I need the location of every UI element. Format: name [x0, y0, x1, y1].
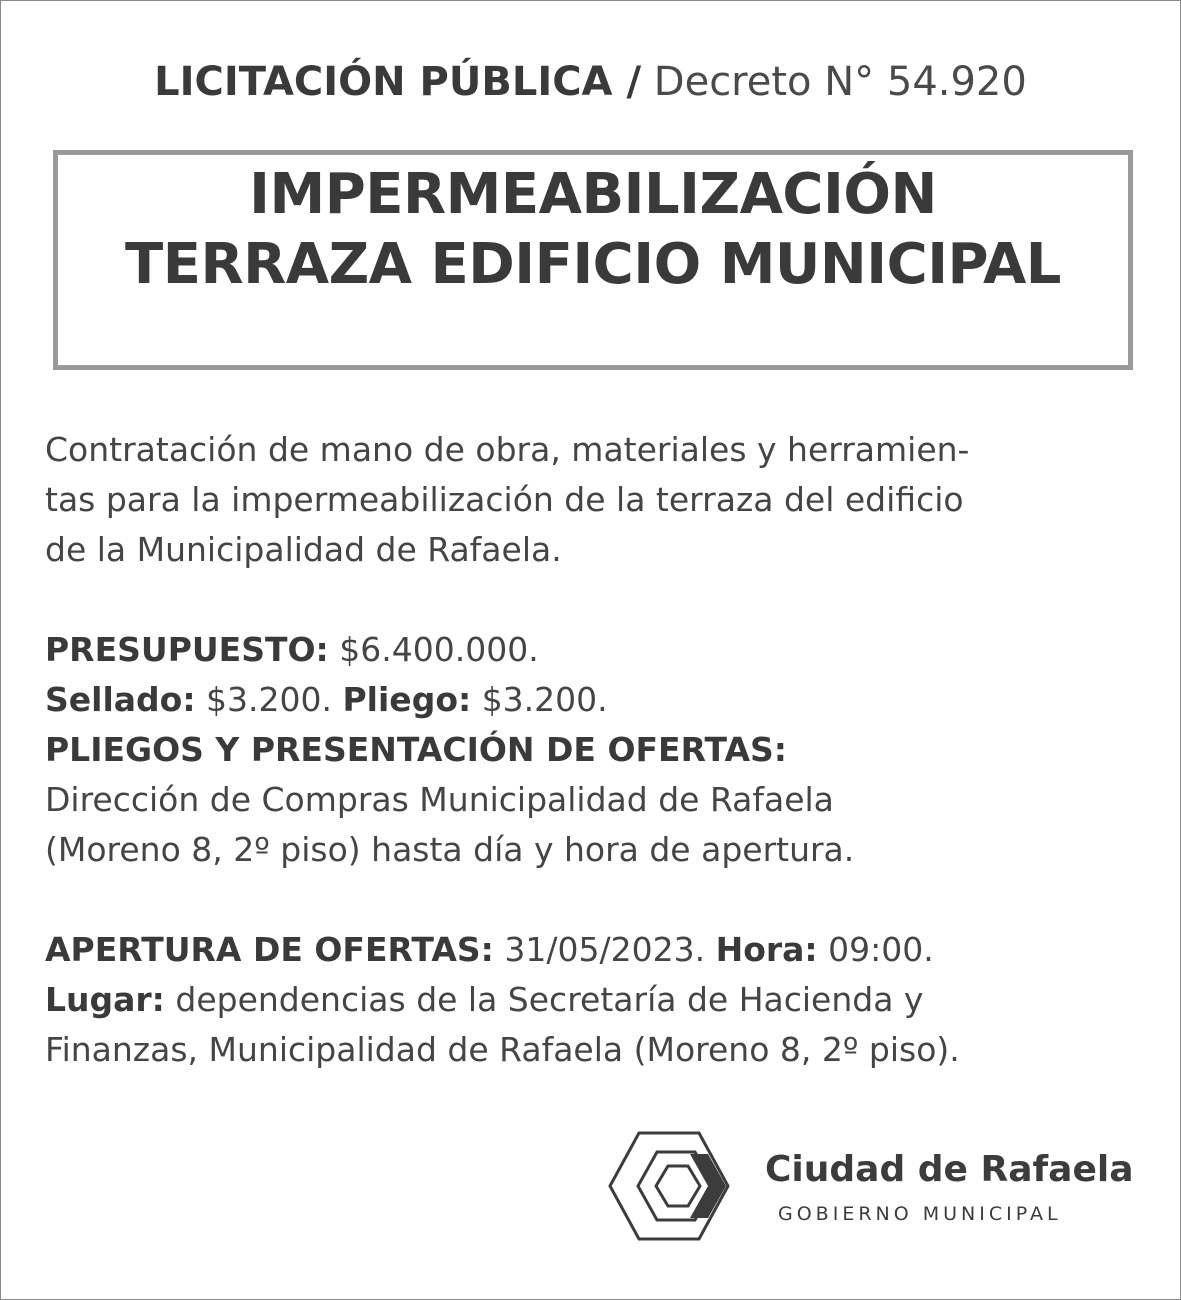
- logo-name: Ciudad de Rafaela: [765, 1149, 1134, 1190]
- opening-label: APERTURA DE OFERTAS:: [45, 930, 494, 969]
- city-logo: [608, 1126, 1134, 1246]
- budget-value: $6.400.000.: [339, 630, 539, 669]
- opening-line: [45, 925, 1145, 975]
- sellado-value: $3.200.: [206, 680, 332, 719]
- place-text-1: dependencias de la Secretaría de Hacienda y: [175, 980, 924, 1019]
- description-line-2: tas para la impermeabilización de la terraza del edificio: [45, 480, 964, 519]
- title-line-2: TERRAZA EDIFICIO MUNICIPAL: [125, 232, 1061, 297]
- description-line-1: Contratación de mano de obra, materiales y herramien-: [45, 430, 970, 469]
- pliego-label: Pliego:: [342, 680, 472, 719]
- submission-label: PLIEGOS Y PRESENTACIÓN DE OFERTAS:: [45, 730, 787, 769]
- tender-type: LICITACIÓN PÚBLICA /: [154, 59, 642, 105]
- sellado-label: Sellado:: [45, 680, 196, 719]
- place-label: Lugar:: [45, 980, 165, 1019]
- place-line-2: Finanzas, Municipalidad de Rafaela (Moreno 8, 2º piso).: [45, 1030, 960, 1069]
- pliego-value: $3.200.: [481, 680, 608, 719]
- submission-line-2: (Moreno 8, 2º piso) hasta día y hora de apertura.: [45, 830, 855, 869]
- hour-label: Hora:: [715, 930, 818, 969]
- title-box: [53, 150, 1133, 370]
- submission-line-1: Dirección de Compras Municipalidad de Rafaela: [45, 780, 834, 819]
- title-line-1: IMPERMEABILIZACIÓN: [249, 162, 937, 227]
- decree-number: Decreto N° 54.920: [653, 59, 1027, 105]
- place-line-1: [45, 975, 1145, 1025]
- fees-line: [45, 675, 1145, 725]
- page-header: [0, 52, 1181, 112]
- logo-subtitle: GOBIERNO MUNICIPAL: [778, 1203, 1062, 1225]
- description-line-3: de la Municipalidad de Rafaela.: [45, 530, 562, 569]
- notice-body: [45, 425, 1145, 1075]
- opening-hour: 09:00.: [828, 930, 934, 969]
- submission-heading: [45, 725, 1145, 775]
- budget-line: [45, 625, 1145, 675]
- budget-label: PRESUPUESTO:: [45, 630, 329, 669]
- hexagon-logo-icon: [608, 1126, 748, 1246]
- opening-date: 31/05/2023.: [504, 930, 706, 969]
